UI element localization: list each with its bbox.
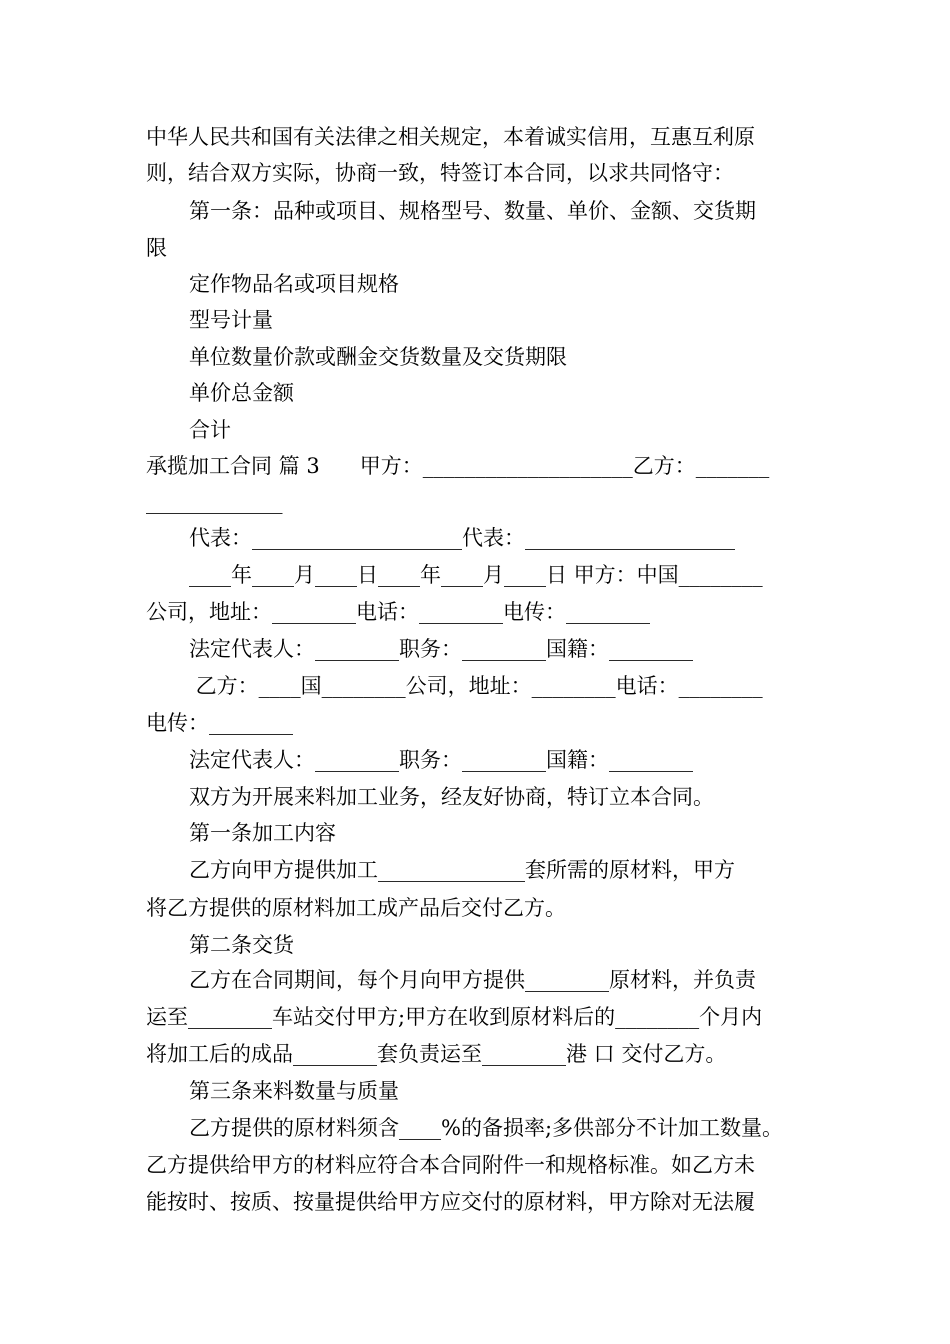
text-line: 合计	[189, 418, 231, 442]
text-line: 将加工后的成品________套负责运至________港 口 交付乙方。	[146, 1042, 727, 1066]
text-line: 双方为开展来料加工业务，经友好协商，特订立本合同。	[189, 785, 714, 809]
text-line: 中华人民共和国有关法律之相关规定，本着诚实信用，互惠互利原	[146, 125, 755, 149]
text-line: 乙方向甲方提供加工______________套所需的原材料，甲方	[189, 858, 735, 882]
text-line: 电传：________	[146, 711, 293, 735]
text-line: ____年____月____日____年____月____日 甲方：中国________	[189, 563, 763, 587]
text-line: 定作物品名或项目规格	[189, 272, 399, 296]
text-line: 能按时、按质、按量提供给甲方应交付的原材料，甲方除对无法履	[146, 1190, 755, 1214]
text-line: 乙方提供的原材料须含____%的备损率;多供部分不计加工数量。	[189, 1116, 784, 1140]
article-heading: 第一条：品种或项目、规格型号、数量、单价、金额、交货期	[189, 199, 756, 223]
text-line: 将乙方提供的原材料加工成产品后交付乙方。	[146, 896, 566, 920]
text-line: 法定代表人：________职务：________国籍：________	[189, 748, 693, 772]
text-line: 单价总金额	[189, 381, 294, 405]
text-line: 公司，地址：________电话：________电传：________	[146, 600, 650, 624]
text-line: 法定代表人：________职务：________国籍：________	[189, 637, 693, 661]
text-line: 运至________车站交付甲方;甲方在收到原材料后的________个月内	[146, 1005, 763, 1029]
section-title-line: 承揽加工合同 篇 3 甲方：____________________乙方：_______	[146, 454, 770, 478]
text-line: 型号计量	[189, 308, 273, 332]
text-line: 单位数量价款或酬金交货数量及交货期限	[189, 345, 567, 369]
text-line: 乙方：____国________公司，地址：________电话：________	[189, 674, 763, 698]
text-line: _____________	[146, 490, 283, 514]
article-heading: 第三条来料数量与质量	[189, 1079, 399, 1103]
text-line: 限	[146, 236, 167, 260]
article-heading: 第二条交货	[189, 933, 294, 957]
text-line: 代表：____________________代表：____________________	[189, 526, 735, 550]
article-heading: 第一条加工内容	[189, 821, 336, 845]
text-line: 则，结合双方实际，协商一致，特签订本合同，以求共同恪守：	[146, 161, 734, 185]
text-line: 乙方提供给甲方的材料应符合本合同附件一和规格标准。如乙方未	[146, 1153, 755, 1177]
text-line: 乙方在合同期间，每个月向甲方提供________原材料，并负责	[189, 968, 756, 992]
